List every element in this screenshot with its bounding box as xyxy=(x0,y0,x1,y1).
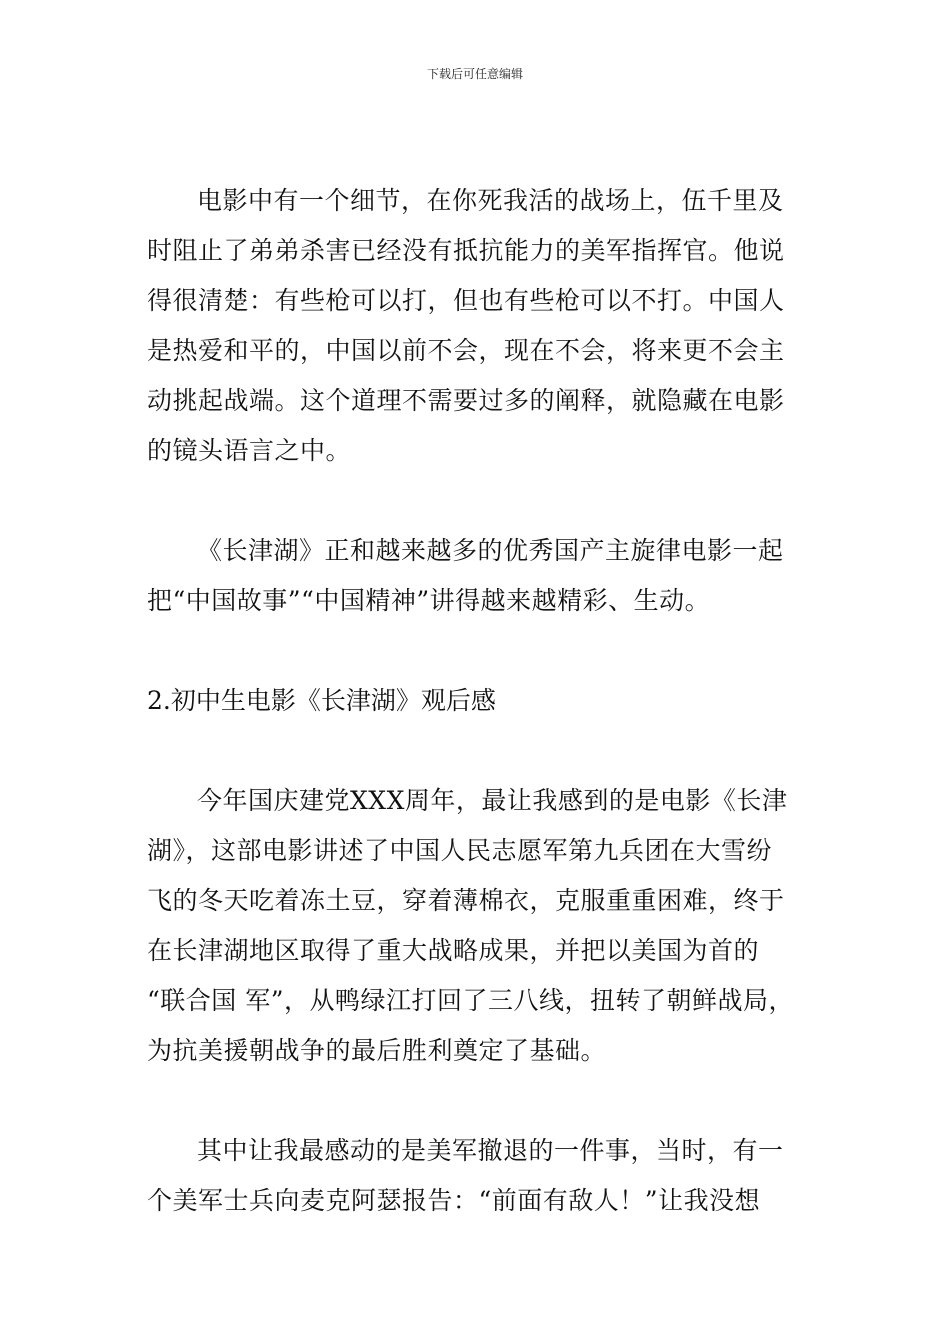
paragraph-gap xyxy=(147,626,827,676)
text-line: 飞的冬天吃着冻土豆，穿着薄棉衣，克服重重困难，终于 xyxy=(147,886,785,915)
text-line: 电影中有一个细节，在你死我活的战场上，伍千里及 xyxy=(197,186,784,215)
text-line: 湖》，这部电影讲述了中国人民志愿军第九兵团在大雪纷 xyxy=(147,836,773,865)
page-header: 下载后可任意编辑 xyxy=(426,67,523,81)
section-heading: 2.初中生电影《长津湖》观后感 xyxy=(147,686,496,715)
paragraph-gap xyxy=(147,476,827,526)
text-line: 时阻止了弟弟杀害已经没有抵抗能力的美军指挥官。他说 xyxy=(147,236,785,265)
text-line: 为抗美援朝战争的最后胜利奠定了基础。 xyxy=(147,1036,607,1065)
paragraph-2 xyxy=(147,526,827,626)
text-line: 在长津湖地区取得了重大战略成果，并把以美国为首的 xyxy=(147,936,760,965)
text-line: 个美军士兵向麦克阿瑟报告：“前面有敌人！”让我没想 xyxy=(147,1186,761,1215)
text-line: 动挑起战端。这个道理不需要过多的阐释，就隐藏在电影 xyxy=(147,386,785,415)
text-line: “联合国 军”，从鸭绿江打回了三八线，扭转了朝鲜战局， xyxy=(147,986,795,1015)
text-line: 得很清楚：有些枪可以打，但也有些枪可以不打。中国人 xyxy=(147,286,785,315)
text-line: 的镜头语言之中。 xyxy=(147,436,352,465)
paragraph-3 xyxy=(147,776,827,1076)
document-body xyxy=(147,176,827,1226)
text-line: 把“中国故事”“中国精神”讲得越来越精彩、生动。 xyxy=(147,586,711,615)
paragraph-4 xyxy=(147,1126,827,1226)
text-line: 《长津湖》正和越来越多的优秀国产主旋律电影一起 xyxy=(197,536,784,565)
paragraph-1 xyxy=(147,176,827,476)
text-line: 其中让我最感动的是美军撤退的一件事，当时，有一 xyxy=(197,1136,784,1165)
text-line: 是热爱和平的，中国以前不会，现在不会，将来更不会主 xyxy=(147,336,785,365)
paragraph-gap xyxy=(147,726,827,776)
paragraph-gap xyxy=(147,1076,827,1126)
text-line: 今年国庆建党XXX周年，最让我感到的是电影《长津 xyxy=(197,786,788,815)
